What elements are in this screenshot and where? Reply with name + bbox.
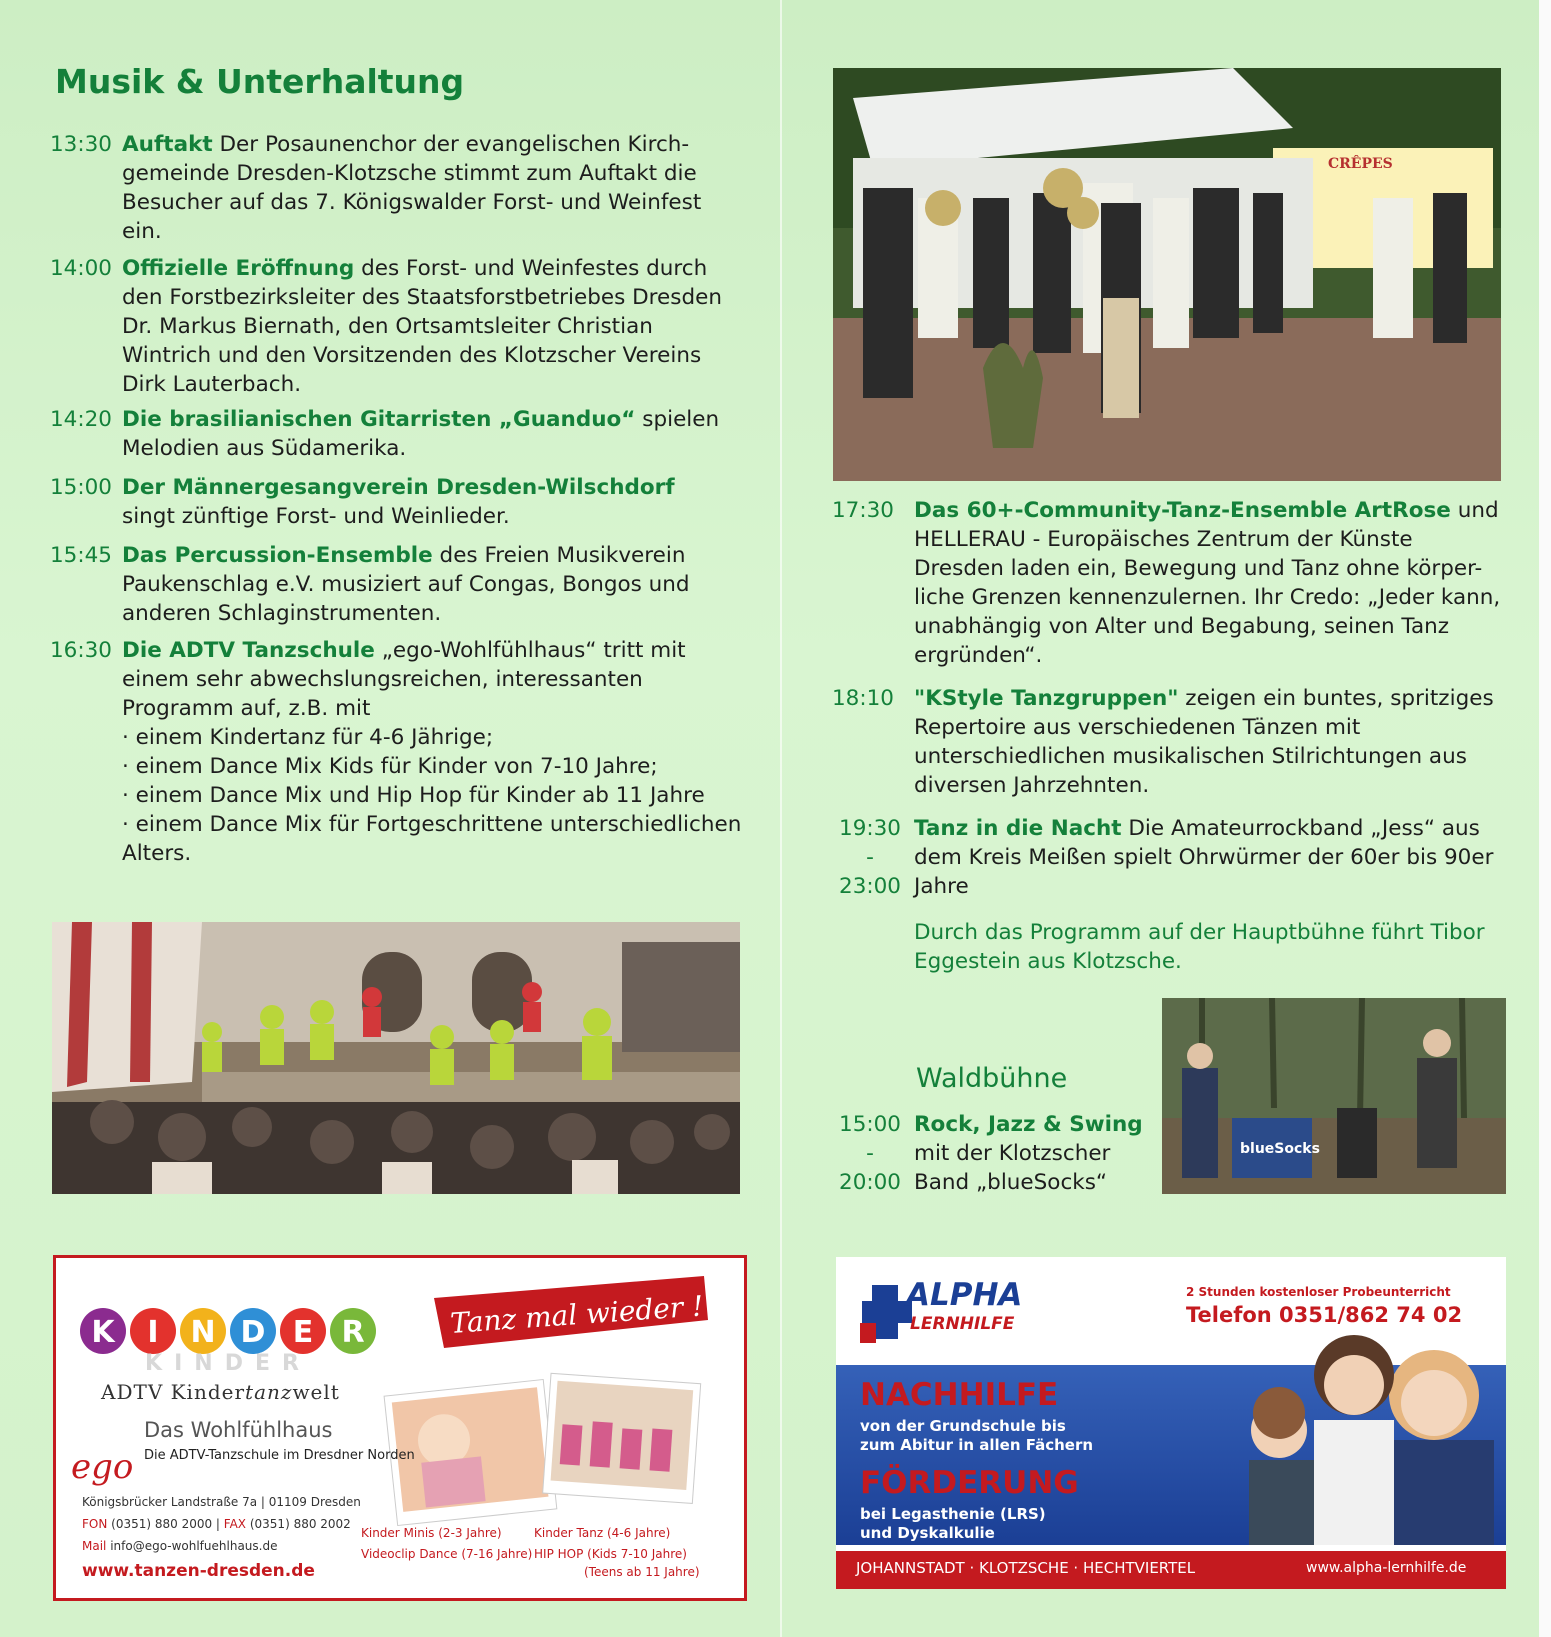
- event-1500: [50, 473, 750, 533]
- event-1330: [50, 130, 750, 246]
- event-waldbuehne: 15:00 - 20:00 Rock, Jazz & Swing mit der Klotzscher Band „blueSocks“: [832, 1110, 1162, 1198]
- ad-subtitle: ADTV Kindertanzwelt: [101, 1380, 340, 1404]
- event-text: des Forst- und Weinfestes durch den Forstbezirksleiter des Staatsforstbetriebes Dresden Dr. Markus Biernath, den Ortsamtsleiter Christian Wintrich und den Vorsitzenden des Klotzscher Vereins Dirk Lauterbach.: [122, 256, 722, 397]
- event-text: und HELLERAU - Europäisches Zentrum der Künste Dresden laden ein, Bewegung und Tanz ohne körper- liche Grenzen kennenzulernen. Ihr Credo: „Jeder kann, unabhängig von Alter und Begabung, seinen Tanz ergründen“.: [914, 498, 1501, 668]
- students-photo: [1234, 1325, 1504, 1545]
- event-text: singt zünftige Forst- und Weinlieder.: [122, 504, 510, 529]
- list-item: · einem Dance Mix und Hip Hop für Kinder ab 11 Jahre: [122, 783, 705, 808]
- event-1930: [832, 814, 1512, 902]
- event-title: Das 60+-Community-Tanz-Ensemble ArtRose: [914, 498, 1451, 523]
- alpha-logo-sub: LERNHILFE: [910, 1314, 1015, 1334]
- crepes-sign: CRÊPES: [1328, 156, 1393, 172]
- event-1810: [832, 684, 1512, 802]
- ad-courses-2: Kinder Tanz (4-6 Jahre) HIP HOP (Kids 7-10 Jahre) (Teens ab 11 Jahre): [534, 1526, 700, 1579]
- ad-t1: von der Grundschule bis zum Abitur in allen Fächern: [860, 1417, 1094, 1454]
- event-time: 16:30: [50, 638, 112, 663]
- list-item: · einem Dance Mix Kids für Kinder von 7-10 Jahre;: [122, 754, 658, 779]
- ad-slogan: Tanz mal wieder !: [449, 1289, 705, 1340]
- event-time: 15:00: [50, 475, 112, 500]
- brass-band-photo: [833, 68, 1501, 481]
- bluesocks-drum: blueSocks: [1240, 1141, 1320, 1157]
- logo-letter: D: [240, 1315, 266, 1350]
- dance-list: [122, 723, 742, 873]
- logo-letter: R: [341, 1315, 365, 1350]
- event-title: Die brasilianischen Gitarristen „Guanduo“: [122, 407, 636, 432]
- page-edge: [1539, 0, 1551, 1637]
- ego-logo: ego: [71, 1447, 134, 1487]
- event-title: Offizielle Eröffnung: [122, 256, 355, 281]
- event-title: Die ADTV Tanzschule: [122, 638, 375, 663]
- logo-letter: E: [292, 1315, 314, 1350]
- event-title: "KStyle Tanzgruppen": [914, 686, 1179, 711]
- event-1400: [50, 254, 750, 399]
- list-item: · einem Kindertanz für 4-6 Jährige;: [122, 725, 494, 750]
- ad-h1: NACHHILFE: [860, 1377, 1059, 1413]
- dance-photo: [52, 922, 740, 1194]
- ad-wohl: Das Wohlfühlhaus: [144, 1418, 333, 1442]
- event-title: Tanz in die Nacht: [914, 816, 1122, 841]
- moderation-note: Durch das Programm auf der Hauptbühne führt Tibor Eggestein aus Klotzsche.: [914, 920, 1485, 974]
- event-text: des Freien Musikverein Paukenschlag e.V. musiziert auf Congas, Bongos und anderen Schlaginstrumenten.: [122, 543, 690, 626]
- logo-letter: N: [190, 1315, 216, 1350]
- event-text: zeigen ein buntes, spritziges Repertoire aus verschiedenen Tänzen mit unterschiedlichen musikalischen Stilrichtungen aus diversen Jahrzehnten.: [914, 686, 1494, 798]
- logo-shadow: KINDER: [145, 1351, 311, 1376]
- kinder-ad: [53, 1255, 747, 1601]
- ad-contact: Königsbrücker Landstraße 7a | 01109 Dresden FON (0351) 880 2000 | FAX (0351) 880 2002 Mail info@ego-wohlfuehlhaus.de: [82, 1495, 361, 1553]
- event-time: 17:30: [832, 498, 894, 523]
- fold-line: [780, 0, 782, 1637]
- event-title: Der Männergesangverein Dresden-Wilschdorf: [122, 475, 675, 500]
- event-time: 15:45: [50, 543, 112, 568]
- list-item: · einem Dance Mix für Fortgeschrittene unterschiedlichen Alters.: [122, 812, 742, 866]
- alpha-ad: [836, 1257, 1506, 1589]
- logo-letter: I: [147, 1315, 159, 1350]
- ad-locations: JOHANNSTADT · KLOTZSCHE · HECHTVIERTEL: [856, 1559, 1196, 1577]
- event-title: Auftakt: [122, 132, 213, 157]
- ad-wohl-sub: Die ADTV-Tanzschule im Dresdner Norden: [144, 1448, 415, 1463]
- event-time-range: 15:00 - 20:00: [839, 1112, 901, 1195]
- event-text: Die Amateurrockband „Jess“ aus dem Kreis Meißen spielt Ohrwürmer der 60er bis 90er Jahre: [914, 816, 1494, 899]
- logo-letter: K: [91, 1315, 115, 1350]
- ad-h2: FÖRDERUNG: [860, 1465, 1079, 1501]
- ad-phone[interactable]: Telefon 0351/862 74 02: [1186, 1303, 1463, 1327]
- ad-t2: bei Legasthenie (LRS) und Dyskalkulie: [860, 1505, 1046, 1542]
- event-time-range: 19:30 - 23:00: [839, 816, 901, 899]
- event-1545: [50, 541, 750, 629]
- alpha-logo: ALPHA: [906, 1277, 1023, 1313]
- waldbuehne-heading: Waldbühne: [916, 1063, 1068, 1094]
- ad-web[interactable]: www.tanzen-dresden.de: [82, 1561, 315, 1581]
- event-title: Das Percussion-Ensemble: [122, 543, 433, 568]
- event-1730: [832, 496, 1512, 671]
- event-time: 13:30: [50, 132, 112, 157]
- ad-web-right[interactable]: www.alpha-lernhilfe.de: [1306, 1560, 1467, 1576]
- ad-courses-1: Kinder Minis (2-3 Jahre) Videoclip Dance (7-16 Jahre): [361, 1526, 533, 1561]
- event-1630: [50, 636, 750, 724]
- event-time: 14:20: [50, 407, 112, 432]
- event-text: „ego-Wohlfühlhaus“ tritt mit einem sehr abwechslungsreichen, interessanten Programm auf, z.B. mit: [122, 638, 686, 721]
- event-1420: [50, 405, 750, 465]
- event-title: Rock, Jazz & Swing: [914, 1112, 1143, 1137]
- event-text: spielen Melodien aus Südamerika.: [122, 407, 720, 461]
- event-time: 14:00: [50, 256, 112, 281]
- band-photo: [1162, 998, 1506, 1194]
- event-time: 18:10: [832, 686, 894, 711]
- page-heading: Musik & Unterhaltung: [55, 62, 465, 101]
- event-text: Der Posaunenchor der evangelischen Kirch- gemeinde Dresden-Klotzsche stimmt zum Auftakt die Besucher auf das 7. Königswalder Forst- und Weinfest ein.: [122, 132, 702, 244]
- ad-promo: 2 Stunden kostenloser Probeunterricht: [1186, 1285, 1451, 1299]
